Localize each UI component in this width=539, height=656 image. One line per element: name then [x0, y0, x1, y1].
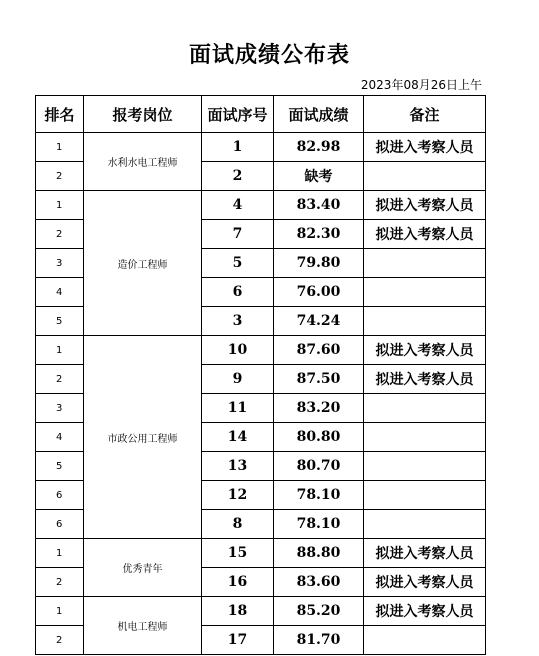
table-row [36, 133, 486, 162]
seq-cell: 14 [202, 423, 274, 452]
rank-cell: 5 [36, 307, 84, 336]
note-cell: 拟进入考察人员 [364, 220, 486, 249]
note-cell [364, 394, 486, 423]
table-body [36, 133, 486, 655]
score-cell: 82.30 [274, 220, 364, 249]
seq-cell: 4 [202, 191, 274, 220]
seq-cell: 17 [202, 626, 274, 655]
seq-cell: 2 [202, 162, 274, 191]
seq-cell: 12 [202, 481, 274, 510]
score-cell: 76.00 [274, 278, 364, 307]
note-cell [364, 423, 486, 452]
score-cell: 87.60 [274, 336, 364, 365]
seq-cell: 8 [202, 510, 274, 539]
score-table [35, 95, 486, 655]
note-cell: 拟进入考察人员 [364, 336, 486, 365]
score-cell: 78.10 [274, 510, 364, 539]
note-cell: 拟进入考察人员 [364, 597, 486, 626]
seq-cell: 15 [202, 539, 274, 568]
score-cell: 85.20 [274, 597, 364, 626]
position-cell: 水利水电工程师 [84, 133, 202, 191]
table-row [36, 191, 486, 220]
score-cell: 78.10 [274, 481, 364, 510]
seq-cell: 7 [202, 220, 274, 249]
header-position: 报考岗位 [84, 96, 202, 133]
seq-cell: 13 [202, 452, 274, 481]
table-row [36, 597, 486, 626]
note-cell [364, 452, 486, 481]
note-cell: 拟进入考察人员 [364, 191, 486, 220]
header-rank: 排名 [36, 96, 84, 133]
score-cell: 80.80 [274, 423, 364, 452]
seq-cell: 16 [202, 568, 274, 597]
table-row [36, 539, 486, 568]
rank-cell: 4 [36, 278, 84, 307]
header-seq: 面试序号 [202, 96, 274, 133]
publish-date: 2023年08月26日上午 [360, 78, 482, 92]
seq-cell: 1 [202, 133, 274, 162]
position-cell: 市政公用工程师 [84, 336, 202, 539]
rank-cell: 3 [36, 394, 84, 423]
score-cell: 缺考 [274, 162, 364, 191]
rank-cell: 1 [36, 539, 84, 568]
rank-cell: 1 [36, 336, 84, 365]
note-cell [364, 307, 486, 336]
position-cell: 造价工程师 [84, 191, 202, 336]
note-cell [364, 249, 486, 278]
header-score: 面试成绩 [274, 96, 364, 133]
score-cell: 83.40 [274, 191, 364, 220]
score-cell: 88.80 [274, 539, 364, 568]
rank-cell: 2 [36, 162, 84, 191]
rank-cell: 2 [36, 365, 84, 394]
rank-cell: 5 [36, 452, 84, 481]
header-note: 备注 [364, 96, 486, 133]
score-cell: 79.80 [274, 249, 364, 278]
note-cell: 拟进入考察人员 [364, 365, 486, 394]
seq-cell: 6 [202, 278, 274, 307]
seq-cell: 18 [202, 597, 274, 626]
seq-cell: 10 [202, 336, 274, 365]
seq-cell: 11 [202, 394, 274, 423]
note-cell: 拟进入考察人员 [364, 568, 486, 597]
score-cell: 81.70 [274, 626, 364, 655]
score-cell: 82.98 [274, 133, 364, 162]
rank-cell: 6 [36, 510, 84, 539]
note-cell: 拟进入考察人员 [364, 133, 486, 162]
rank-cell: 1 [36, 133, 84, 162]
seq-cell: 5 [202, 249, 274, 278]
rank-cell: 1 [36, 597, 84, 626]
rank-cell: 6 [36, 481, 84, 510]
score-cell: 74.24 [274, 307, 364, 336]
note-cell [364, 626, 486, 655]
page-title: 面试成绩公布表 [188, 42, 350, 68]
score-cell: 83.60 [274, 568, 364, 597]
rank-cell: 4 [36, 423, 84, 452]
score-cell: 80.70 [274, 452, 364, 481]
rank-cell: 1 [36, 191, 84, 220]
rank-cell: 2 [36, 626, 84, 655]
note-cell [364, 481, 486, 510]
table-row [36, 336, 486, 365]
score-cell: 87.50 [274, 365, 364, 394]
rank-cell: 3 [36, 249, 84, 278]
note-cell [364, 510, 486, 539]
seq-cell: 9 [202, 365, 274, 394]
note-cell [364, 278, 486, 307]
rank-cell: 2 [36, 568, 84, 597]
position-cell: 优秀青年 [84, 539, 202, 597]
score-cell: 83.20 [274, 394, 364, 423]
rank-cell: 2 [36, 220, 84, 249]
seq-cell: 3 [202, 307, 274, 336]
position-cell: 机电工程师 [84, 597, 202, 655]
note-cell [364, 162, 486, 191]
header-row [36, 96, 486, 133]
note-cell: 拟进入考察人员 [364, 539, 486, 568]
